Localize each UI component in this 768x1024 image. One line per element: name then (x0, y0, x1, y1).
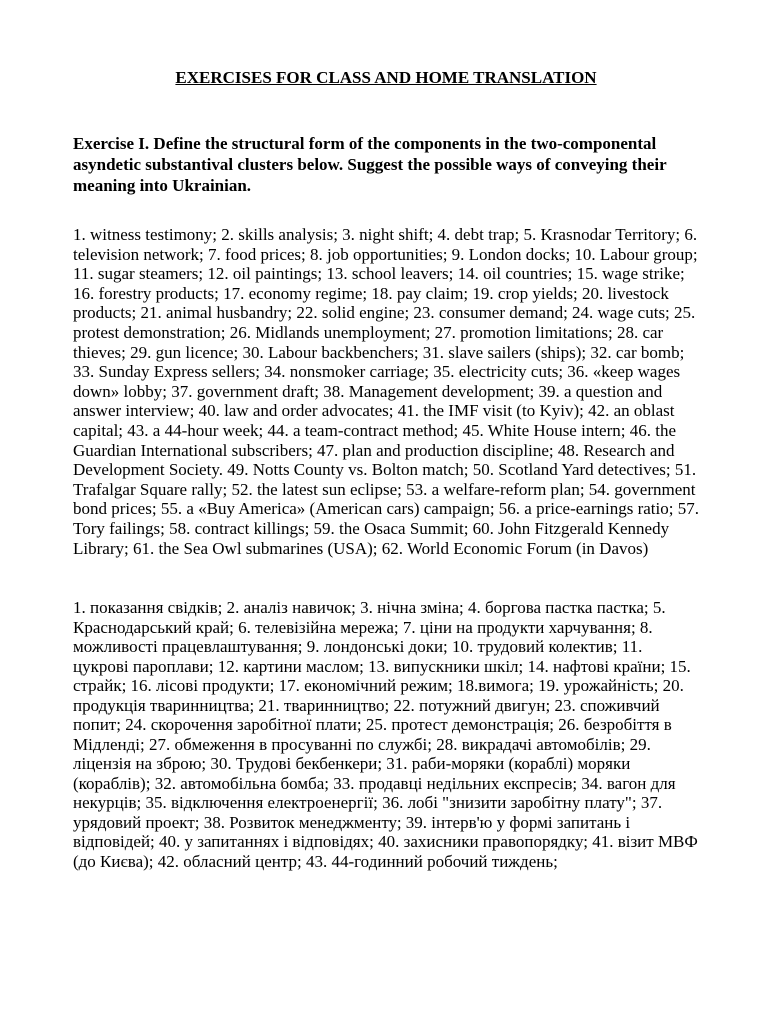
ukrainian-translations-paragraph: 1. показання свідків; 2. аналіз навичок; 3. нічна зміна; 4. боргова пастка пастка; 5. Краснодарський край; 6. телевізійна мережа; 7. ціни на продукти харчування; 8. можливості працевлаштування; 9. лондонські доки; 10. трудовий колектив; 11. цукрові пароплави; 12. картини маслом; 13. випускники шкіл; 14. нафтові країни; 15. страйк; 16. лісові продукти; 17. економічний режим; 18.вимога; 19. урожайність; 20. продукція тваринництва; 21. тваринництво; 22. потужний двигун; 23. споживчий попит; 24. скорочення заробітної плати; 25. протест демонстрація; 26. безробіття в Мідленді; 27. обмеження в просуванні по службі; 28. викрадачі автомобілів; 29. ліцензія на зброю; 30. Трудові бекбенкери; 31. раби-моряки (кораблі) моряки (кораблів); 32. автомобільна бомба; 33. продавці недільних експресів; 34. вагон для некурців; 35. відключення електроенергії; 36. лобі "знизити заробітну плату"; 37. урядовий проект; 38. Розвиток менеджменту; 39. інтерв'ю у формі запитань і відповідей; 40. у запитаннях і відповідях; 40. захисники правопорядку; 41. візит МВФ (до Києва); 42. обласний центр; 43. 44-годинний робочий тиждень; (73, 598, 698, 871)
document-page (73, 68, 699, 871)
english-clusters-paragraph: 1. witness testimony; 2. skills analysis; 3. night shift; 4. debt trap; 5. Krasnodar Territory; 6. television network; 7. food prices; 8. job opportunities; 9. London docks; 10. Labour group; 11. sugar steamers; 12. oil paintings; 13. school leavers; 14. oil countries; 15. wage strike; 16. forestry products; 17. economy regime; 18. pay claim; 19. crop yields; 20. livestock products; 21. animal husbandry; 22. solid engine; 23. consumer demand; 24. wage cuts; 25. protest demonstration; 26. Midlands unemployment; 27. promotion limitations; 28. car thieves; 29. gun licence; 30. Labour backbenchers; 31. slave sailers (ships); 32. car bomb; 33. Sunday Express sellers; 34. nonsmoker carriage; 35. electricity cuts; 36. «keep wages down» lobby; 37. government draft; 38. Management development; 39. a question and answer interview; 40. law and order advocates; 41. the IMF visit (to Kyiv); 42. an oblast capital; 43. a 44-hour week; 44. a team-contract method; 45. White House intern; 46. the Guardian International subscribers; 47. plan and production discipline; 48. Research and Development Society. 49. Notts County vs. Bolton match; 50. Scotland Yard detectives; 51. Trafalgar Square rally; 52. the latest sun eclipse; 53. a welfare-reform plan; 54. government bond prices; 55. a «Buy America» (American cars) campaign; 56. a price-earnings ratio; 57. Tory failings; 58. contract killings; 59. the Osaca Summit; 60. John Fitzgerald Kennedy Library; 61. the Sea Owl submarines (USA); 62. World Economic Forum (in Davos) (73, 225, 699, 558)
document-title: EXERCISES FOR CLASS AND HOME TRANSLATION (175, 68, 597, 87)
exercise-heading: Exercise I. Define the structural form of the components in the two-componental asyndetic substantival clusters below. Suggest the possible ways of conveying their meaning into Ukrainian. (73, 134, 667, 195)
